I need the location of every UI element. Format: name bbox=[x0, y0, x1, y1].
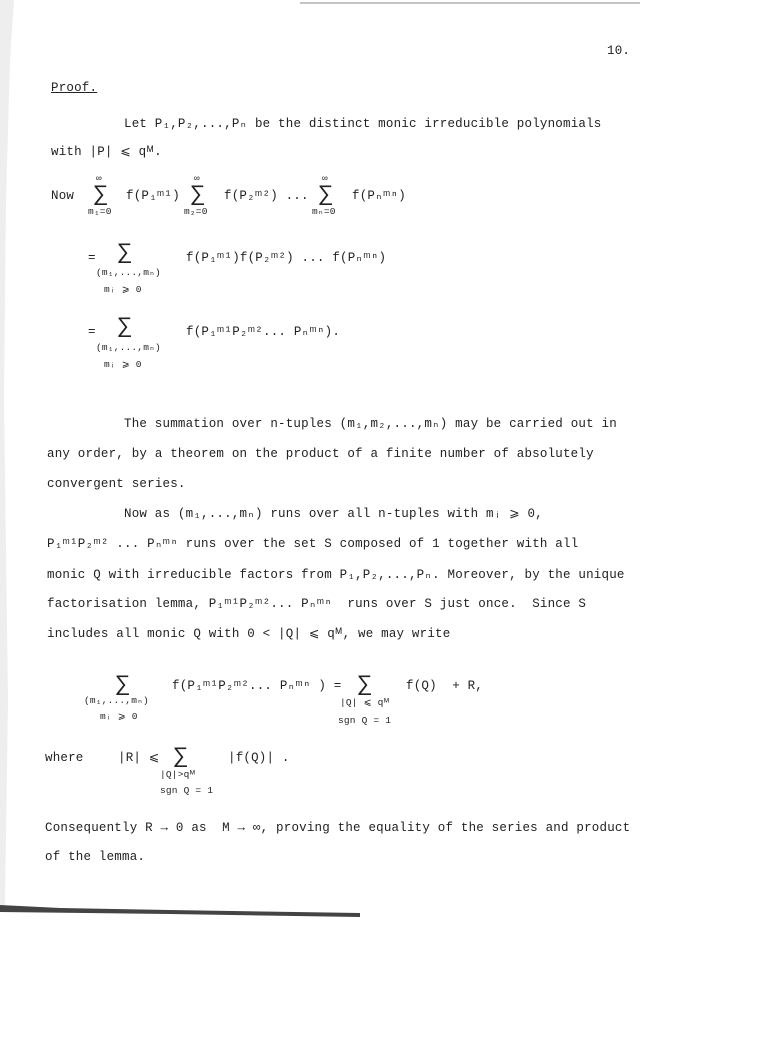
expr-4: f(P₁ᵐ¹P₂ᵐ²... Pₙᵐⁿ ) = bbox=[172, 679, 342, 693]
sgn-5: sgn Q = 1 bbox=[160, 785, 214, 796]
lhs-5: |R| ⩽ bbox=[118, 751, 160, 765]
lower-1: m₁=0 bbox=[88, 206, 112, 217]
proof-heading: Proof. bbox=[51, 81, 98, 95]
range-4: |Q| ⩽ qᴹ bbox=[340, 697, 390, 708]
para1-line-2: any order, by a theorem on the product of a finite number of absolutely bbox=[47, 447, 594, 461]
expr-2: f(P₁ᵐ¹)f(P₂ᵐ²) ... f(Pₙᵐⁿ) bbox=[186, 251, 387, 265]
cond-3: mᵢ ⩾ 0 bbox=[104, 359, 142, 370]
para2-line-4: factorisation lemma, P₁ᵐ¹P₂ᵐ²... Pₙᵐⁿ runs over S just once. Since S bbox=[47, 597, 587, 611]
cond-4: mᵢ ⩾ 0 bbox=[100, 711, 138, 722]
sigma-3: ∑ bbox=[319, 182, 333, 207]
sigma-6: ∑ bbox=[116, 672, 130, 697]
para2-line-5: includes all monic Q with 0 < |Q| ⩽ qᴹ, we may write bbox=[47, 627, 451, 641]
sigma-8: ∑ bbox=[174, 744, 188, 769]
term-1: f(P₁ᵐ¹) bbox=[126, 189, 180, 203]
para1-line-1: The summation over n-tuples (m₁,m₂,...,mₙ) may be carried out in bbox=[124, 417, 617, 431]
expr-5: |f(Q)| . bbox=[228, 751, 290, 765]
infinity-3: ∞ bbox=[322, 173, 328, 184]
conclusion-line-1: Consequently R → 0 as M → ∞, proving the equality of the series and product bbox=[45, 821, 631, 835]
infinity-1: ∞ bbox=[96, 173, 102, 184]
tuple-3: (m₁,...,mₙ) bbox=[96, 342, 161, 353]
now-label: Now bbox=[51, 189, 75, 203]
para1-line-3: convergent series. bbox=[47, 477, 186, 491]
sigma-7: ∑ bbox=[358, 672, 372, 697]
expr-3: f(P₁ᵐ¹P₂ᵐ²... Pₙᵐⁿ). bbox=[186, 325, 341, 339]
para2-line-1: Now as (m₁,...,mₙ) runs over all n-tuples with mᵢ ⩾ 0, bbox=[124, 507, 543, 521]
sigma-1: ∑ bbox=[94, 182, 108, 207]
intro-line-2: with |P| ⩽ qᴹ. bbox=[51, 145, 162, 159]
cond-2: mᵢ ⩾ 0 bbox=[104, 284, 142, 295]
equals-3: = bbox=[88, 325, 96, 339]
lower-3: mₙ=0 bbox=[312, 206, 336, 217]
sigma-5: ∑ bbox=[118, 314, 132, 339]
where-label: where bbox=[45, 751, 84, 765]
para2-line-3: monic Q with irreducible factors from P₁,P₂,...,Pₙ. Moreover, by the unique bbox=[47, 568, 625, 582]
range-5: |Q|>qᴹ bbox=[160, 769, 196, 780]
term-3: f(Pₙᵐⁿ) bbox=[352, 189, 406, 203]
infinity-2: ∞ bbox=[194, 173, 200, 184]
sigma-4: ∑ bbox=[118, 240, 132, 265]
tuple-4: (m₁,...,mₙ) bbox=[84, 695, 149, 706]
para2-line-2: P₁ᵐ¹P₂ᵐ² ... Pₙᵐⁿ runs over the set S composed of 1 together with all bbox=[47, 537, 579, 551]
tuple-2: (m₁,...,mₙ) bbox=[96, 267, 161, 278]
intro-line-1: Let P₁,P₂,...,Pₙ be the distinct monic irreducible polynomials bbox=[124, 117, 602, 131]
sigma-2: ∑ bbox=[191, 182, 205, 207]
rhs-4: f(Q) + R, bbox=[406, 679, 484, 693]
page-number: 10. bbox=[607, 44, 631, 58]
conclusion-line-2: of the lemma. bbox=[45, 850, 146, 864]
sgn-4: sgn Q = 1 bbox=[338, 715, 392, 726]
lower-2: m₂=0 bbox=[184, 206, 208, 217]
equals-2: = bbox=[88, 251, 96, 265]
term-2: f(P₂ᵐ²) ... bbox=[224, 189, 309, 203]
